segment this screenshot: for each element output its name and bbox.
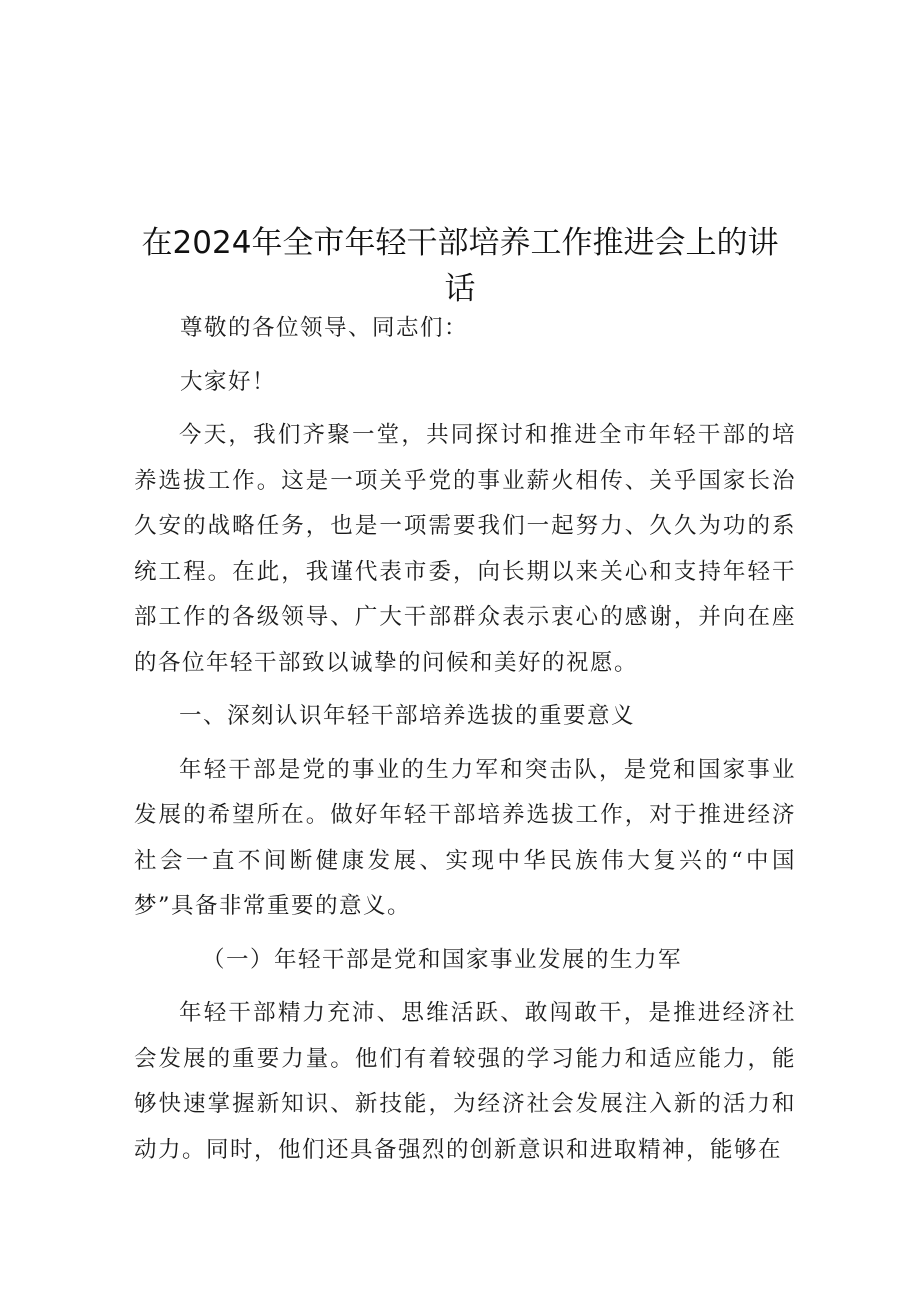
subsection-heading-1: （一）年轻干部是党和国家事业发展的生力军 [202,946,683,973]
intro-paragraph: 今天，我们齐聚一堂，共同探讨和推进全市年轻干部的培养选拔工作。这是一项关乎党的事业薪火相传、关乎国家长治久安的战略任务，也是一项需要我们一起努力、久久为功的系统工程。在此，我谨代表市委，向长期以来关心和支持年轻干部工作的各级领导、广大干部群众表示衷心的感谢，并向在座的各位年轻干部致以诚挚的问候和美好的祝愿。 [134,422,796,676]
subsection-1-paragraph: 年轻干部精力充沛、思维活跃、敢闯敢干，是推进经济社会发展的重要力量。他们有着较强的学习能力和适应能力，能够快速掌握新知识、新技能，为经济社会发展注入新的活力和动力。同时，他们还具备强烈的创新意识和进取精神，能够在 [134,1000,796,1163]
section-heading-1: 一、深刻认识年轻干部培养选拔的重要意义 [179,703,636,729]
greeting: 大家好！ [180,368,277,395]
salutation: 尊敬的各位领导、同志们： [180,315,469,341]
document-body [134,306,796,1181]
section-1-paragraph: 年轻干部是党的事业的生力军和突击队，是党和国家事业发展的希望所在。做好年轻干部培养选拔工作，对于推进经济社会一直不间断健康发展、实现中华民族伟大复兴的“中国梦”具备非常重要的意义。 [134,756,796,919]
document-title: 在2024年全市年轻干部培养工作推进会上的讲话 [141,225,779,307]
